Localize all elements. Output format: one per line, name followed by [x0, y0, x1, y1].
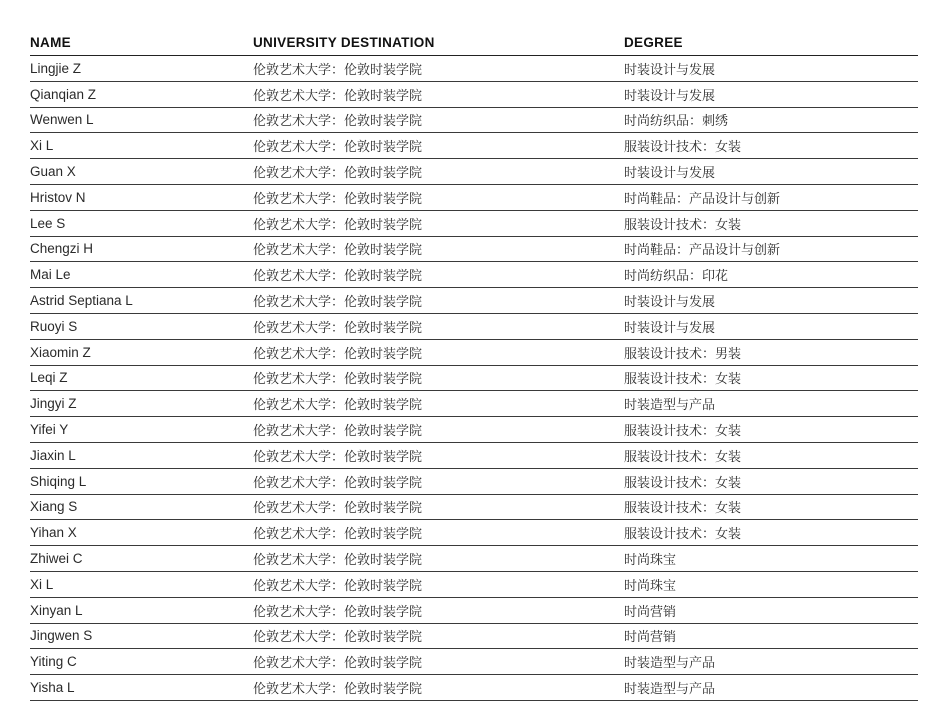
- table-body: [30, 56, 918, 701]
- university-destination-cell: 伦敦艺术大学：伦敦时装学院: [253, 210, 624, 236]
- admissions-table-container: [30, 30, 918, 701]
- degree-cell: 时尚鞋品：产品设计与创新: [624, 236, 918, 262]
- degree-cell: 服装设计技术：女装: [624, 442, 918, 468]
- university-destination-cell: 伦敦艺术大学：伦敦时装学院: [253, 56, 624, 82]
- degree-cell: 服装设计技术：女装: [624, 417, 918, 443]
- degree-cell: 服装设计技术：女装: [624, 365, 918, 391]
- student-name-cell: Shiqing L: [30, 468, 253, 494]
- table-row: [30, 81, 918, 107]
- table-row: [30, 236, 918, 262]
- degree-cell: 服装设计技术：女装: [624, 494, 918, 520]
- student-name-cell: Jiaxin L: [30, 442, 253, 468]
- university-destination-cell: 伦敦艺术大学：伦敦时装学院: [253, 365, 624, 391]
- table-row: [30, 571, 918, 597]
- student-name-cell: Lee S: [30, 210, 253, 236]
- degree-cell: 服装设计技术：女装: [624, 520, 918, 546]
- table-row: [30, 417, 918, 443]
- degree-cell: 时尚珠宝: [624, 546, 918, 572]
- student-name-cell: Hristov N: [30, 184, 253, 210]
- university-destination-cell: 伦敦艺术大学：伦敦时装学院: [253, 339, 624, 365]
- table-row: [30, 675, 918, 701]
- header-row: [30, 30, 918, 56]
- table-row: [30, 649, 918, 675]
- student-name-cell: Zhiwei C: [30, 546, 253, 572]
- degree-cell: 服装设计技术：男装: [624, 339, 918, 365]
- table-row: [30, 184, 918, 210]
- degree-cell: 时装造型与产品: [624, 649, 918, 675]
- table-row: [30, 494, 918, 520]
- degree-cell: 时装设计与发展: [624, 159, 918, 185]
- university-destination-cell: 伦敦艺术大学：伦敦时装学院: [253, 184, 624, 210]
- student-name-cell: Xinyan L: [30, 597, 253, 623]
- student-name-cell: Xi L: [30, 571, 253, 597]
- degree-cell: 服装设计技术：女装: [624, 133, 918, 159]
- degree-cell: 时装设计与发展: [624, 313, 918, 339]
- university-destination-cell: 伦敦艺术大学：伦敦时装学院: [253, 236, 624, 262]
- university-destination-cell: 伦敦艺术大学：伦敦时装学院: [253, 417, 624, 443]
- student-name-cell: Jingyi Z: [30, 391, 253, 417]
- student-name-cell: Qianqian Z: [30, 81, 253, 107]
- university-destination-cell: 伦敦艺术大学：伦敦时装学院: [253, 81, 624, 107]
- admissions-table: [30, 30, 918, 701]
- degree-cell: 时尚珠宝: [624, 571, 918, 597]
- student-name-cell: Xiaomin Z: [30, 339, 253, 365]
- table-header: [30, 30, 918, 56]
- table-row: [30, 365, 918, 391]
- degree-cell: 时尚鞋品：产品设计与创新: [624, 184, 918, 210]
- university-destination-cell: 伦敦艺术大学：伦敦时装学院: [253, 288, 624, 314]
- table-row: [30, 313, 918, 339]
- university-destination-cell: 伦敦艺术大学：伦敦时装学院: [253, 649, 624, 675]
- table-row: [30, 107, 918, 133]
- university-destination-cell: 伦敦艺术大学：伦敦时装学院: [253, 442, 624, 468]
- degree-cell: 时装造型与产品: [624, 675, 918, 701]
- student-name-cell: Guan X: [30, 159, 253, 185]
- university-destination-cell: 伦敦艺术大学：伦敦时装学院: [253, 313, 624, 339]
- degree-cell: 时尚纺织品：刺绣: [624, 107, 918, 133]
- student-name-cell: Yifei Y: [30, 417, 253, 443]
- university-destination-cell: 伦敦艺术大学：伦敦时装学院: [253, 133, 624, 159]
- university-destination-cell: 伦敦艺术大学：伦敦时装学院: [253, 468, 624, 494]
- student-name-cell: Yiting C: [30, 649, 253, 675]
- university-destination-cell: 伦敦艺术大学：伦敦时装学院: [253, 571, 624, 597]
- table-row: [30, 262, 918, 288]
- table-row: [30, 133, 918, 159]
- column-header-degree: DEGREE: [624, 30, 918, 56]
- degree-cell: 时尚营销: [624, 623, 918, 649]
- student-name-cell: Yisha L: [30, 675, 253, 701]
- degree-cell: 时尚营销: [624, 597, 918, 623]
- table-row: [30, 442, 918, 468]
- column-header-name: NAME: [30, 30, 253, 56]
- university-destination-cell: 伦敦艺术大学：伦敦时装学院: [253, 675, 624, 701]
- degree-cell: 时装设计与发展: [624, 56, 918, 82]
- table-row: [30, 468, 918, 494]
- university-destination-cell: 伦敦艺术大学：伦敦时装学院: [253, 262, 624, 288]
- university-destination-cell: 伦敦艺术大学：伦敦时装学院: [253, 623, 624, 649]
- university-destination-cell: 伦敦艺术大学：伦敦时装学院: [253, 597, 624, 623]
- student-name-cell: Xiang S: [30, 494, 253, 520]
- university-destination-cell: 伦敦艺术大学：伦敦时装学院: [253, 546, 624, 572]
- table-row: [30, 546, 918, 572]
- student-name-cell: Astrid Septiana L: [30, 288, 253, 314]
- degree-cell: 服装设计技术：女装: [624, 210, 918, 236]
- degree-cell: 服装设计技术：女装: [624, 468, 918, 494]
- column-header-university: UNIVERSITY DESTINATION: [253, 30, 624, 56]
- student-name-cell: Chengzi H: [30, 236, 253, 262]
- table-row: [30, 288, 918, 314]
- table-row: [30, 391, 918, 417]
- student-name-cell: Ruoyi S: [30, 313, 253, 339]
- table-row: [30, 339, 918, 365]
- degree-cell: 时装设计与发展: [624, 288, 918, 314]
- student-name-cell: Leqi Z: [30, 365, 253, 391]
- table-row: [30, 210, 918, 236]
- university-destination-cell: 伦敦艺术大学：伦敦时装学院: [253, 159, 624, 185]
- university-destination-cell: 伦敦艺术大学：伦敦时装学院: [253, 391, 624, 417]
- university-destination-cell: 伦敦艺术大学：伦敦时装学院: [253, 107, 624, 133]
- table-row: [30, 56, 918, 82]
- student-name-cell: Wenwen L: [30, 107, 253, 133]
- student-name-cell: Xi L: [30, 133, 253, 159]
- student-name-cell: Lingjie Z: [30, 56, 253, 82]
- table-row: [30, 159, 918, 185]
- degree-cell: 时装造型与产品: [624, 391, 918, 417]
- university-destination-cell: 伦敦艺术大学：伦敦时装学院: [253, 520, 624, 546]
- student-name-cell: Yihan X: [30, 520, 253, 546]
- degree-cell: 时装设计与发展: [624, 81, 918, 107]
- student-name-cell: Mai Le: [30, 262, 253, 288]
- degree-cell: 时尚纺织品：印花: [624, 262, 918, 288]
- table-row: [30, 623, 918, 649]
- table-row: [30, 597, 918, 623]
- table-row: [30, 520, 918, 546]
- student-name-cell: Jingwen S: [30, 623, 253, 649]
- university-destination-cell: 伦敦艺术大学：伦敦时装学院: [253, 494, 624, 520]
